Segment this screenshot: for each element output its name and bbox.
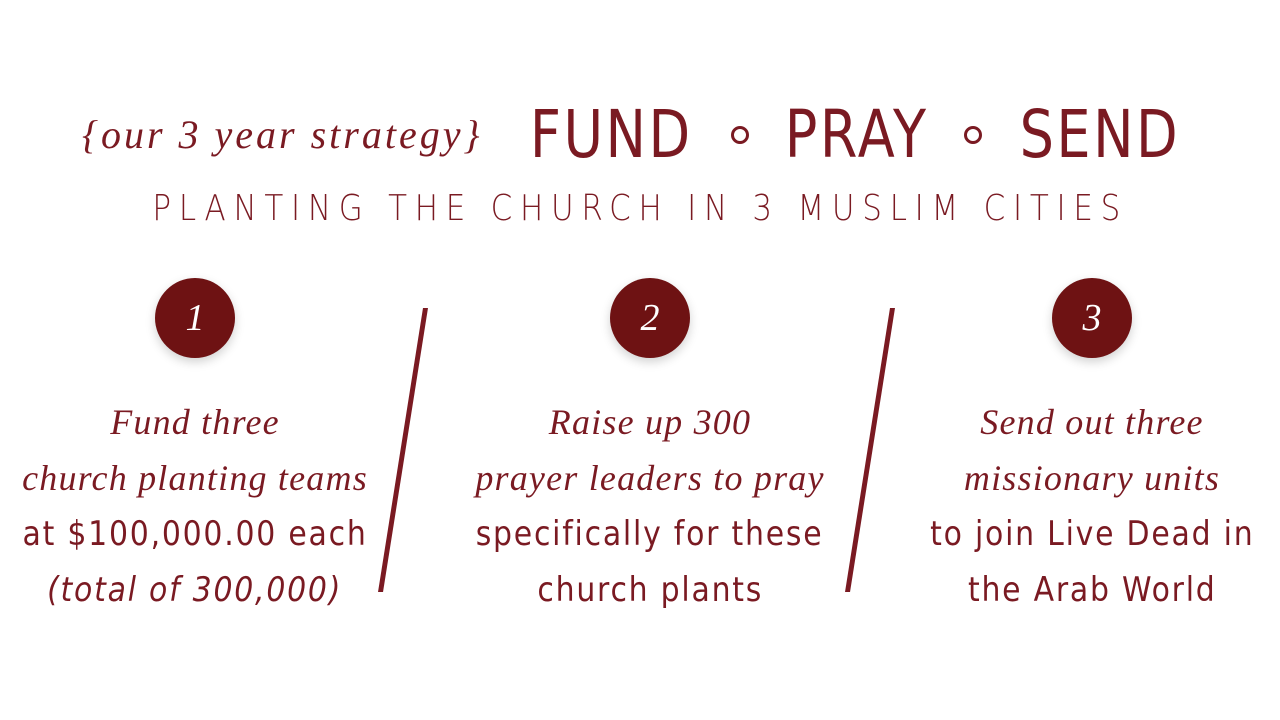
sans-line: [0, 506, 405, 562]
number-badge: 3: [1052, 278, 1132, 358]
word-pray: PRAY: [784, 96, 929, 173]
sans-line-text: church plants: [537, 570, 763, 610]
serif-line: church planting teams: [22, 458, 368, 498]
strategy-column-3: [882, 278, 1280, 618]
sans-line: [882, 562, 1280, 618]
column-text: [0, 394, 405, 618]
serif-line: Fund three: [110, 402, 280, 442]
word-send: SEND: [1019, 96, 1181, 173]
sans-line-text: specifically for these: [476, 514, 824, 554]
word-fund: FUND: [530, 96, 694, 173]
serif-line: missionary units: [963, 458, 1221, 498]
sans-line: [882, 506, 1280, 562]
sans-line: [440, 562, 860, 618]
subtitle-text: PLANTING THE CHURCH IN 3 MUSLIM CITIES: [152, 188, 1128, 229]
serif-line: prayer leaders to pray: [475, 458, 825, 498]
header: [0, 96, 1280, 173]
sans-line-text: the Arab World: [967, 570, 1217, 610]
sans-italic-line-text: (total of 300,000): [47, 570, 343, 610]
column-text: [440, 394, 860, 618]
number-badge: 1: [155, 278, 235, 358]
separator-dot-icon: [964, 126, 982, 144]
serif-line: Raise up 300: [548, 402, 752, 442]
subtitle: [0, 188, 1280, 229]
strategy-column-1: [0, 278, 405, 618]
sans-line-text: to join Live Dead in: [929, 514, 1255, 554]
sans-italic-line: [0, 562, 405, 618]
strategy-column-2: [440, 278, 860, 618]
serif-line: Send out three: [980, 402, 1204, 442]
sans-line-text: at $100,000.00 each: [22, 514, 368, 554]
number-badge: 2: [610, 278, 690, 358]
sans-line: [440, 506, 860, 562]
column-text: [882, 394, 1280, 618]
tagline: {our 3 year strategy}: [81, 112, 483, 157]
separator-dot-icon: [731, 126, 749, 144]
